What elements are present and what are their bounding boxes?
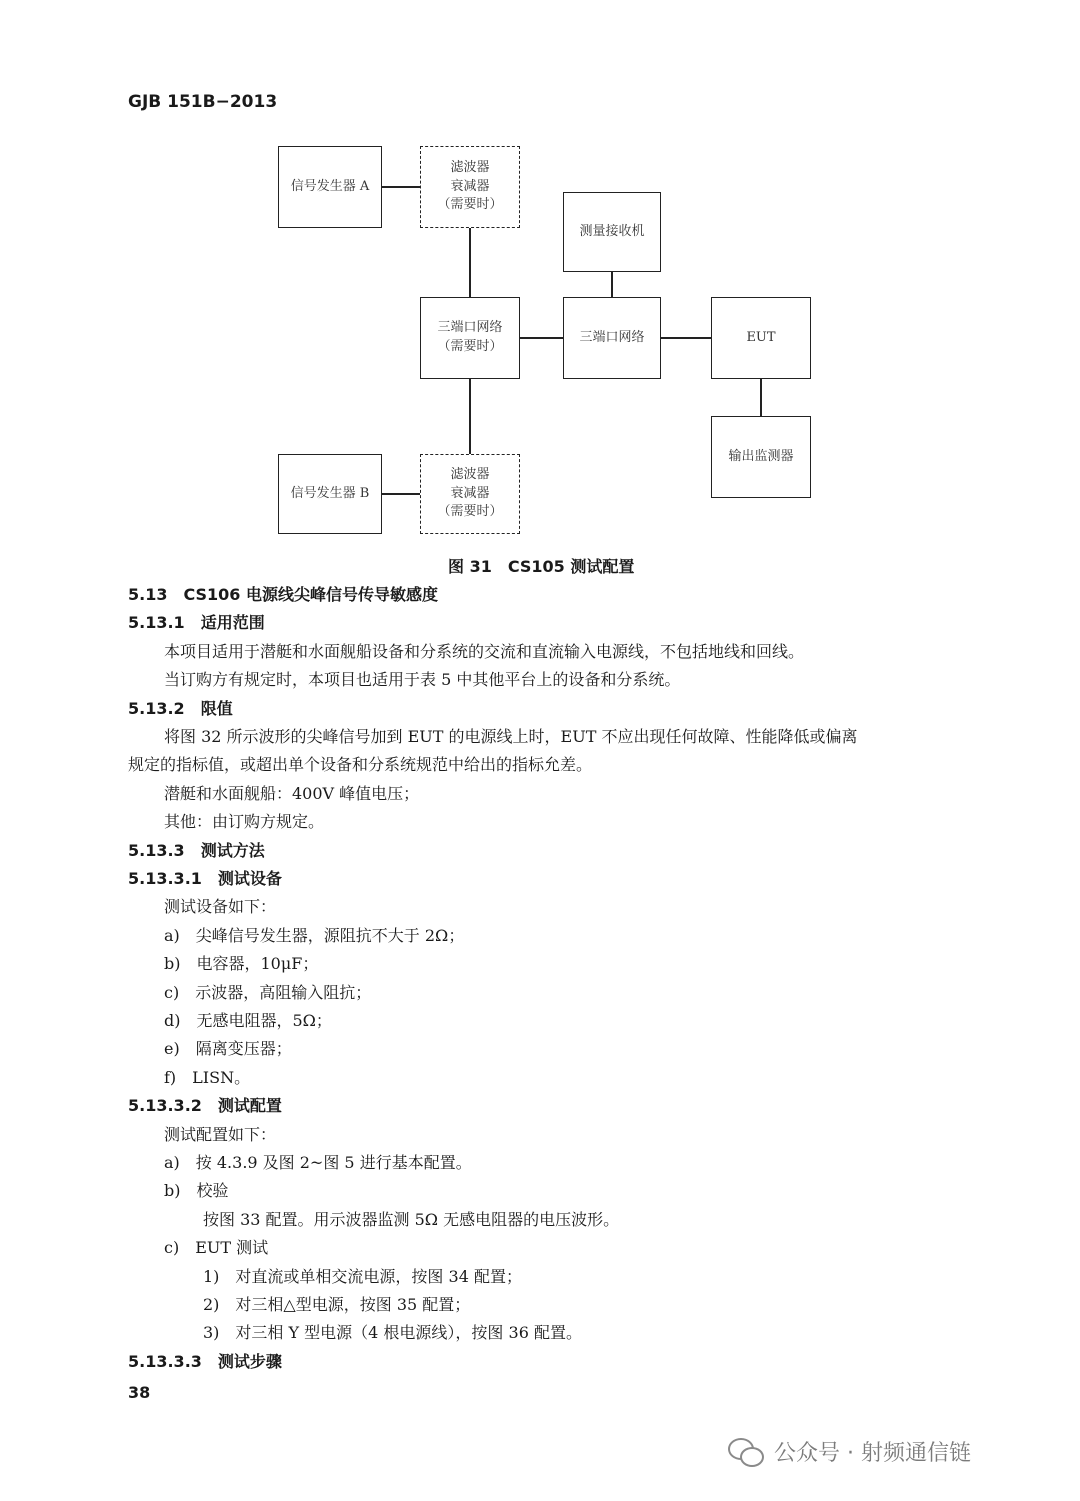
- paragraph-line: e) 隔离变压器；: [164, 1039, 292, 1059]
- paragraph-line: 测试配置如下：: [164, 1124, 277, 1144]
- paragraph-line: a) 按 4.3.9 及图 2~图 5 进行基本配置。: [164, 1153, 472, 1172]
- watermark-text: 公众号 · 射频通信链: [774, 1441, 971, 1466]
- paragraph-line: 本项目适用于潜艇和水面舰船设备和分系统的交流和直流输入电源线，不包括地线和回线。: [164, 641, 805, 661]
- paragraph-line: c) EUT 测试: [164, 1238, 269, 1258]
- measurement-receiver-label: 测量接收机: [579, 223, 645, 239]
- three-port-network-right-label: 三端口网络: [579, 329, 645, 345]
- paragraph-line: 3) 对三相 Y 型电源（4 根电源线），按图 36 配置。: [203, 1323, 582, 1343]
- signal-generator-a-label: 信号发生器 A: [290, 178, 370, 194]
- page-number: 38: [128, 1383, 151, 1402]
- signal-generator-b-box: [278, 454, 382, 534]
- paragraph-line: 1) 对直流或单相交流电源，按图 34 配置；: [203, 1266, 522, 1286]
- signal-generator-a-box: [278, 146, 382, 228]
- filter-attenuator-a-label: 滤波器 衰减器 （需要时）: [437, 159, 503, 213]
- three-port-network-left-box: [420, 297, 520, 379]
- section-heading: 5.13.3 测试方法: [128, 840, 265, 860]
- connector-three-port-filter-b: [469, 379, 471, 454]
- output-monitor-label: 输出监测器: [728, 448, 794, 464]
- paragraph-line: 其他：由订购方规定。: [164, 812, 325, 832]
- paragraph-line: 当订购方有规定时，本项目也适用于表 5 中其他平台上的设备和分系统。: [164, 670, 681, 690]
- section-heading: 5.13.3.1 测试设备: [128, 869, 282, 888]
- three-port-network-right-box: [563, 297, 661, 379]
- connector-eut-monitor: [760, 379, 762, 416]
- measurement-receiver-box: [563, 192, 661, 272]
- connector-filter-a-three-port: [469, 228, 471, 297]
- section-heading: 5.13.3.3 测试步骤: [128, 1351, 282, 1371]
- section-heading: 5.13.3.2 测试配置: [128, 1096, 282, 1116]
- connector-receiver-three-port: [611, 272, 613, 297]
- filter-attenuator-b-box: [420, 454, 520, 534]
- section-heading: 5.13.1 适用范围: [128, 613, 265, 633]
- paragraph-line: c) 示波器，高阻输入阻抗；: [164, 982, 372, 1002]
- paragraph-line: 规定的指标值，或超出单个设备和分系统规范中给出的指标允差。: [128, 755, 593, 775]
- eut-label: EUT: [746, 329, 776, 345]
- section-heading: 5.13.2 限值: [128, 698, 233, 718]
- wechat-icon: [728, 1438, 764, 1466]
- three-port-network-left-label: 三端口网络 （需要时）: [437, 320, 503, 354]
- eut-box: [711, 297, 811, 379]
- paragraph-line: 潜艇和水面舰船：400V 峰值电压；: [164, 783, 420, 803]
- paragraph-line: 2) 对三相△型电源，按图 35 配置；: [203, 1295, 471, 1314]
- document-header: GJB 151B−2013: [128, 92, 278, 112]
- paragraph-line: a) 尖峰信号发生器，源阻抗不大于 2Ω；: [164, 925, 465, 945]
- connector-three-port-left-right: [520, 337, 563, 339]
- watermark: [728, 1436, 971, 1467]
- connector-gen-b-filter-b: [382, 493, 420, 495]
- paragraph-line: b) 电容器，10μF；: [164, 954, 319, 974]
- connector-three-port-eut: [661, 337, 711, 339]
- connector-gen-a-filter-a: [382, 186, 420, 188]
- paragraph-line: 测试设备如下：: [164, 897, 277, 917]
- paragraph-line: b) 校验: [164, 1181, 229, 1201]
- paragraph-line: 将图 32 所示波形的尖峰信号加到 EUT 的电源线上时，EUT 不应出现任何故障、性能降低或偏离: [164, 727, 858, 746]
- section-heading: 5.13 CS106 电源线尖峰信号传导敏感度: [128, 585, 439, 604]
- filter-attenuator-b-label: 滤波器 衰减器 （需要时）: [437, 466, 503, 520]
- filter-attenuator-a-box: [420, 146, 520, 228]
- figure-caption: 图 31 CS105 测试配置: [448, 557, 635, 576]
- output-monitor-box: [711, 416, 811, 498]
- signal-generator-b-label: 信号发生器 B: [290, 485, 370, 501]
- paragraph-line: d) 无感电阻器，5Ω；: [164, 1011, 332, 1030]
- paragraph-line: f) LISN。: [164, 1067, 251, 1087]
- paragraph-line: 按图 33 配置。用示波器监测 5Ω 无感电阻器的电压波形。: [203, 1209, 620, 1229]
